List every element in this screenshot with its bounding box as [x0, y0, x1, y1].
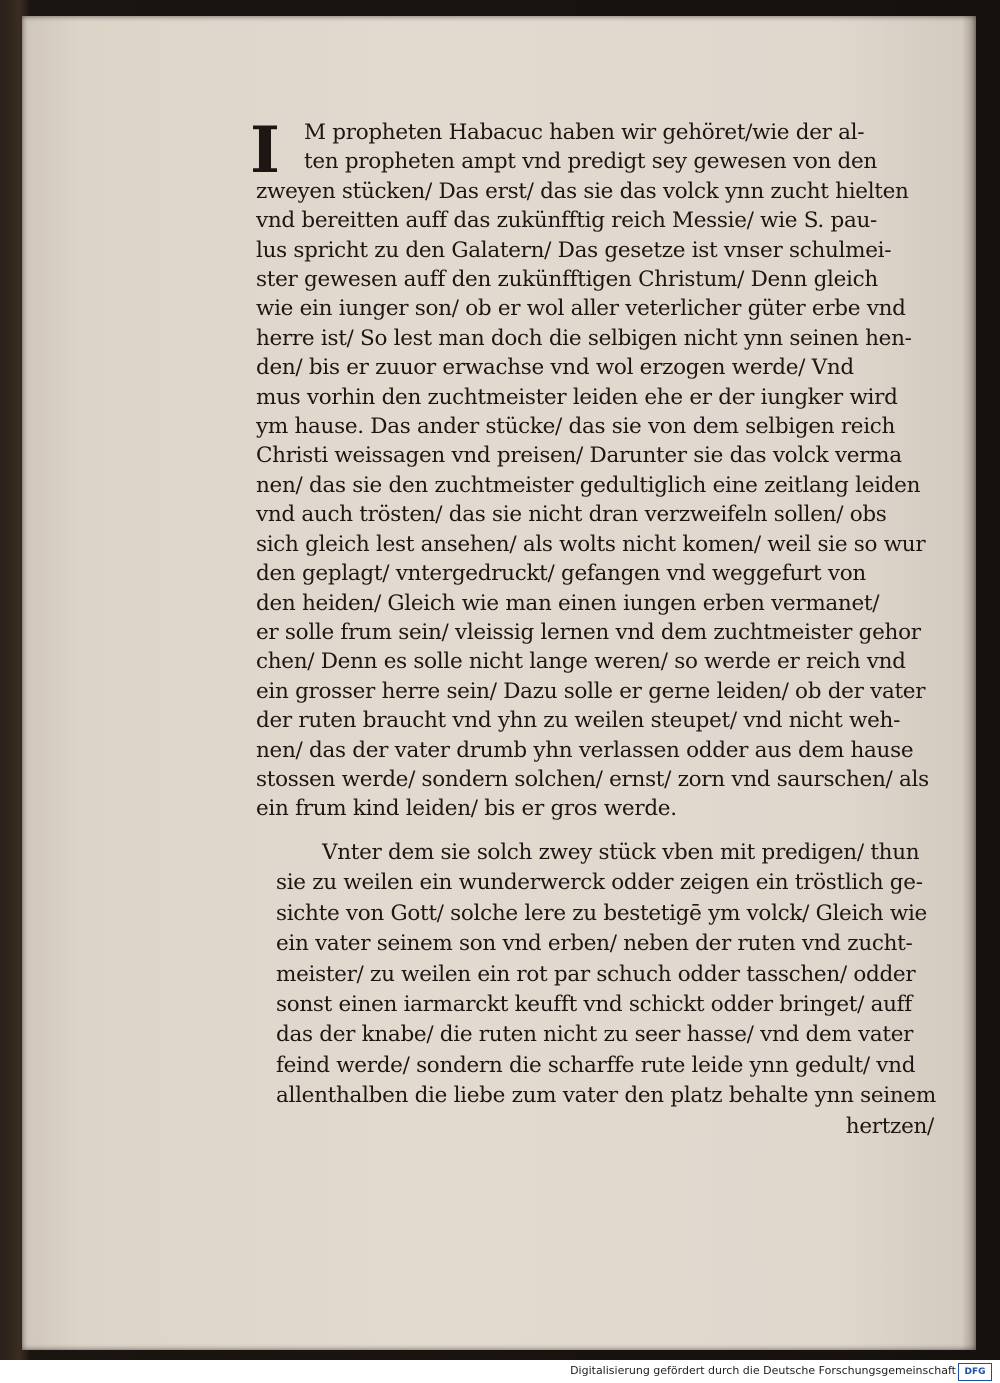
text-line: Christi weissagen vnd preisen/ Darunter sie das volck verma	[256, 443, 902, 469]
text-line: ym hause. Das ander stücke/ das sie von dem selbigen reich	[256, 414, 896, 440]
text-line: das der knabe/ die ruten nicht zu seer hasse/ vnd dem vater	[276, 1022, 914, 1048]
text-line: ein grosser herre sein/ Dazu solle er gerne leiden/ ob der vater	[256, 678, 926, 704]
text-line: nen/ das sie den zuchtmeister gedultiglich eine zeitlang leiden	[256, 472, 921, 498]
funding-notice: Digitalisierung gefördert durch die Deutsche Forschungsgemeinschaft	[570, 1364, 956, 1377]
text-line: sie zu weilen ein wunderwerck odder zeigen ein tröstlich ge-	[276, 870, 923, 896]
text-line: mus vorhin den zuchtmeister leiden ehe er der iungker wird	[256, 384, 898, 410]
text-line: sonst einen iarmarckt keufft vnd schickt odder bringet/ auff	[276, 992, 912, 1018]
text-line: meister/ zu weilen ein rot par schuch odder tasschen/ odder	[276, 961, 916, 987]
text-line: ein vater seinem son vnd erben/ neben der ruten vnd zucht-	[276, 931, 913, 957]
footer-bar	[0, 1360, 1000, 1383]
paragraph-1	[256, 118, 946, 824]
text-line: lus spricht zu den Galatern/ Das gesetze ist vnser schulmei-	[256, 237, 892, 263]
text-line: den heiden/ Gleich wie man einen iungen erben vermanet/	[256, 590, 880, 616]
text-line: er solle frum sein/ vleissig lernen vnd dem zuchtmeister gehor	[256, 619, 921, 645]
text-line: ster gewesen auff den zukünfftigen Christum/ Denn gleich	[256, 267, 878, 293]
text-line: ein frum kind leiden/ bis er gros werde.	[256, 796, 677, 822]
text-line: M propheten Habacuc haben wir gehöret/wie der al-	[304, 120, 865, 145]
paragraph-2	[276, 838, 946, 1142]
text-line: der ruten braucht vnd yhn zu weilen steupet/ vnd nicht weh-	[256, 708, 901, 734]
text-line: sich gleich lest ansehen/ als wolts nicht komen/ weil sie so wur	[256, 531, 926, 557]
catchword-line: hertzen/	[845, 1113, 934, 1139]
text-line: vnd auch trösten/ das sie nicht dran verzweifeln sollen/ obs	[256, 502, 887, 528]
text-line: den geplagt/ vntergedruckt/ gefangen vnd weggefurt von	[256, 561, 866, 587]
text-line: Vnter dem sie solch zwey stück vben mit predigen/ thun	[322, 840, 920, 865]
text-line: chen/ Denn es solle nicht lange weren/ so werde er reich vnd	[256, 649, 906, 675]
dropcap-initial: I	[250, 113, 280, 188]
text-line: zweyen stücken/ Das erst/ das sie das volck ynn zucht hielten	[256, 178, 909, 204]
text-line: allenthalben die liebe zum vater den platz behalte ynn seinem	[276, 1083, 936, 1109]
text-line: ten propheten ampt vnd predigt sey gewesen von den	[304, 149, 877, 175]
text-line: stossen werde/ sondern solchen/ ernst/ zorn vnd saurschen/ als	[256, 766, 929, 792]
text-line: feind werde/ sondern die scharffe rute leide ynn gedult/ vnd	[276, 1052, 916, 1078]
dfg-logo: DFG	[958, 1363, 992, 1381]
text-line: vnd bereitten auff das zukünfftig reich Messie/ wie S. pau-	[256, 208, 877, 234]
text-line: nen/ das der vater drumb yhn verlassen odder aus dem hause	[256, 737, 914, 763]
text-line: herre ist/ So lest man doch die selbigen nicht ynn seinen hen-	[256, 325, 912, 351]
text-line: sichte von Gott/ solche lere zu bestetigē ym volck/ Gleich wie	[276, 900, 927, 926]
page-edge-shadow	[962, 16, 976, 1350]
text-line: den/ bis er zuuor erwachse vnd wol erzogen werde/ Vnd	[256, 355, 854, 381]
text-line: wie ein iunger son/ ob er wol aller veterlicher güter erbe vnd	[256, 296, 906, 322]
